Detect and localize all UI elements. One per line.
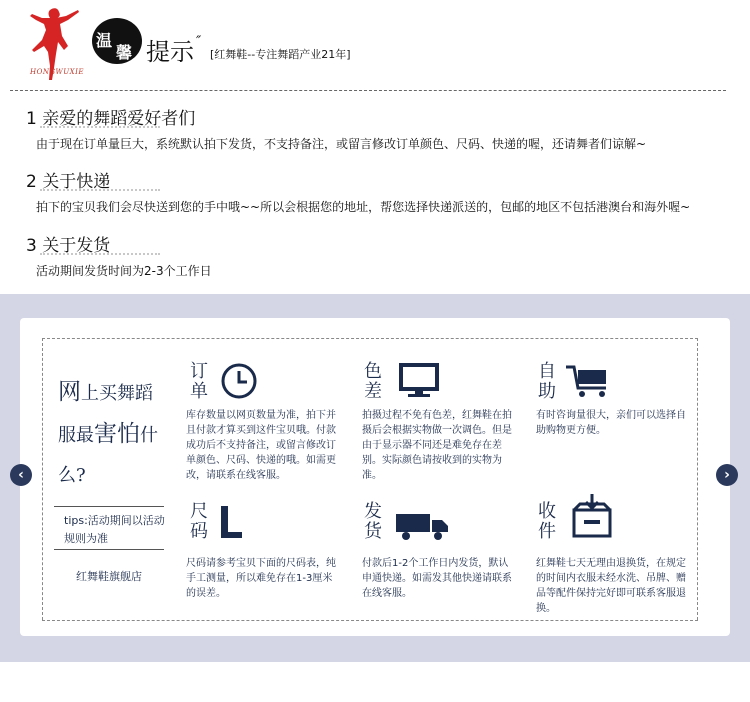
quote-mark-icon: ″ (196, 34, 202, 50)
frame-border-bottom (42, 620, 698, 621)
feature-order-body: 库存数量以网页数量为准，拍下并且付款才算买到这件宝贝哦。付款成功后不支持备注，或留言修改订单颜色、尺码、快递的哦。如需更改，请联系在线客服。 (186, 410, 336, 481)
frame-border-right (697, 338, 698, 620)
seal-char-2: 馨 (116, 43, 133, 62)
section-2-body: 拍下的宝贝我们会尽快送到您的手中哦~~所以会根据您的地址，帮您选择快递派送的，包邮的地区不包括港澳台和海外喔~ (36, 200, 691, 214)
cart-icon (564, 364, 612, 400)
headline-big-2: 害怕 (94, 421, 140, 447)
tips-divider-bottom (54, 549, 164, 550)
page-title: 提示 (146, 38, 194, 66)
carousel-next-button[interactable]: › (716, 464, 738, 486)
tips-divider-top (54, 506, 164, 507)
feature-ship-body: 付款后1-2个工作日内发货，默认申通快递。如需发其他快递请联系在线客服。 (362, 558, 512, 599)
feature-ship-title: 发货 (364, 501, 382, 542)
feature-color-title: 色差 (364, 361, 382, 402)
feature-size-title: 尺码 (190, 501, 208, 542)
monitor-icon (398, 362, 440, 400)
tips-text: tips:活动期间以活动规则为准 (64, 514, 165, 545)
frame-border-left (42, 338, 43, 620)
headline-part-2a: 服最 (58, 425, 94, 446)
clock-icon (220, 362, 258, 400)
carousel-prev-button[interactable]: ‹ (10, 464, 32, 486)
feature-self-title: 自助 (538, 361, 556, 402)
headline-rest-1: 上买舞蹈 (81, 383, 153, 404)
section-1-underline (40, 120, 160, 128)
ruler-l-icon (218, 504, 244, 540)
logo-text: HONGWUXIE (30, 68, 85, 76)
feature-color-body: 拍摄过程不免有色差，红舞鞋在拍摄后会根据实物做一次调色。但是由于显示器不同还是难免存在差别。实际颜色请按收到的实物为准。 (362, 410, 512, 481)
seal-badge (92, 18, 142, 64)
frame-border-top (42, 338, 698, 339)
headline-part-2b: 什 (140, 425, 158, 446)
feature-size-body: 尺码请参考宝贝下面的尺码表，纯手工测量，所以难免存在1-3厘米的误差。 (186, 558, 336, 599)
header-divider (10, 90, 726, 91)
feature-order-title: 订单 (190, 361, 208, 402)
store-name: 红舞鞋旗舰店 (76, 570, 142, 583)
seal-char-1: 温 (96, 31, 113, 50)
header-tagline: [红舞鞋--专注舞蹈产业21年] (210, 48, 351, 61)
section-1-body: 由于现在订单量巨大，系统默认拍下发货，不支持备注，或留言修改订单颜色、尺码、快递的喔，还请舞者们谅解~ (36, 137, 647, 151)
section-1-heading: 1 亲爱的舞蹈爱好者们 (26, 109, 196, 129)
headline-line-3: 么? (58, 465, 86, 486)
feature-self-body: 有时咨询量很大，亲们可以选择自助购物更方便。 (536, 410, 686, 436)
section-3-underline (40, 247, 160, 255)
feature-receive-title: 收件 (538, 501, 556, 542)
panel-headline (58, 372, 168, 496)
section-2-underline (40, 183, 160, 191)
section-2-heading: 2 关于快递 (26, 172, 111, 192)
headline-big-1: 网 (58, 379, 81, 405)
section-3-heading: 3 关于发货 (26, 236, 111, 256)
feature-receive-body: 红舞鞋七天无理由退换货，在规定的时间内衣服未经水洗、吊牌、赠品等配件保持完好即可联系客服退换。 (536, 558, 686, 614)
section-3-body: 活动期间发货时间为2-3个工作日 (36, 264, 212, 278)
truck-icon (394, 510, 450, 542)
box-icon (570, 492, 614, 540)
